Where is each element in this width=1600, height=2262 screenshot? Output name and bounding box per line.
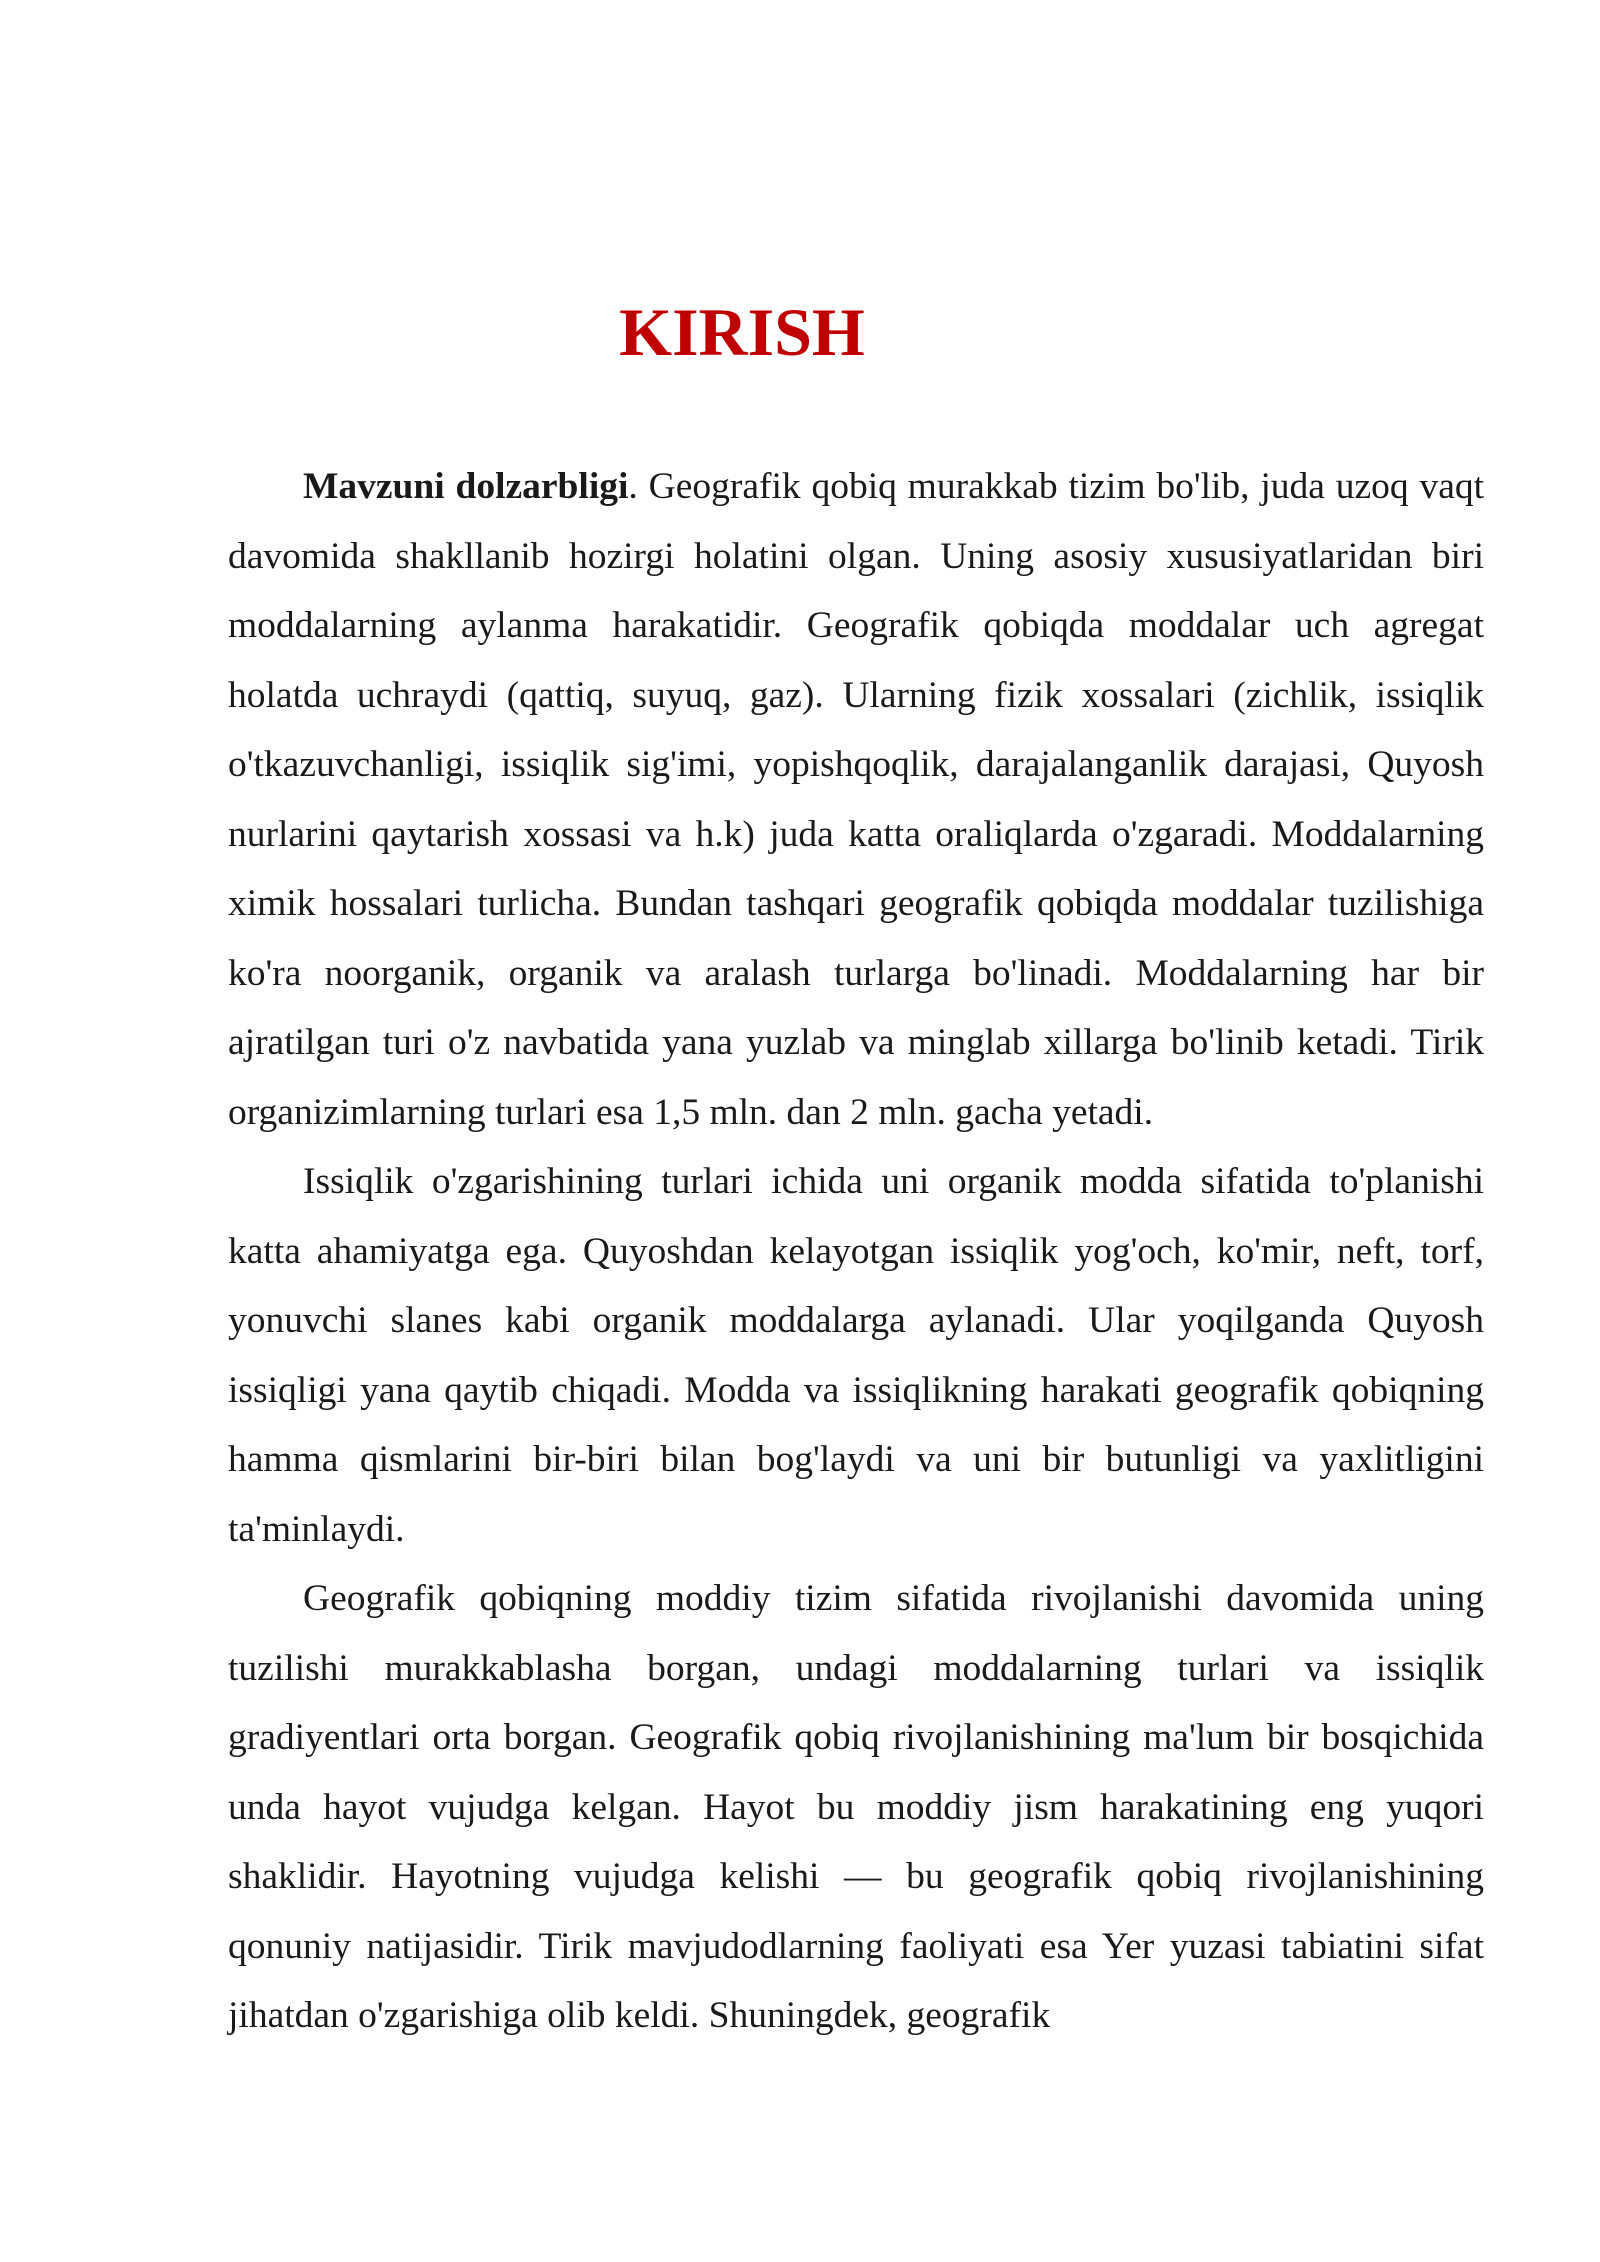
page-title: KIRISH: [619, 294, 865, 370]
paragraph-heat-transformation: Issiqlik o'zgarishining turlari ichida uni organik modda sifatida to'planishi katta ahamiyatga ega. Quyoshdan kelayotgan issiqlik yog'och, ko'mir, neft, torf, yonuvchi slanes kabi organik moddalarga aylanadi. Ular yoqilganda Quyosh issiqligi yana qaytib chiqadi. Modda va issiqlikning harakati geografik qobiqning hamma qismlarini bir-biri bilan bog'laydi va uni bir butunligi va yaxlitligini ta'minlaydi.: [228, 1161, 1484, 1550]
paragraph-text: . Geografik qobiq murakkab tizim bo'lib, juda uzoq vaqt davomida shakllanib hozirgi holatini olgan. Uning asosiy xususiyatlaridan biri moddalarning aylanma harakatidir. Geografik qobiqda moddalar uch agregat holatda uchraydi (qattiq, suyuq, gaz). Ularning fizik xossalari (zichlik, issiqlik o'tkazuvchanligi, issiqlik sig'imi, yopishqoqlik, darajalanganlik darajasi, Quyosh nurlarini qaytarish xossasi va h.k) juda katta oraliqlarda o'zgaradi. Moddalarning ximik hossalari turlicha. Bundan tashqari geografik qobiqda moddalar tuzilishiga ko'ra noorganik, organik va aralash turlarga bo'linadi. Moddalarning har bir ajratilgan turi o'z navbatida yana yuzlab va minglab xillarga bo'linib ketadi. Tirik organizimlarning turlari esa 1,5 mln. dan 2 mln. gacha yetadi.: [228, 466, 1485, 1133]
paragraph-relevance: [228, 452, 1484, 1147]
paragraph-development: Geografik qobiqning moddiy tizim sifatida rivojlanishi davomida uning tuzilishi murakkablasha borgan, undagi moddalarning turlari va issiqlik gradiyentlari orta borgan. Geografik qobiq rivojlanishining ma'lum bir bosqichida unda hayot vujudga kelgan. Hayot bu moddiy jism harakatining eng yuqori shaklidir. Hayotning vujudga kelishi — bu geografik qobiq rivojlanishining qonuniy natijasidir. Tirik mavjudodlarning faoliyati esa Yer yuzasi tabiatini sifat jihatdan o'zgarishiga olib keldi. Shuningdek, geografik: [228, 1578, 1484, 2036]
paragraph-lead-heading: Mavzuni dolzarbligi: [303, 466, 629, 507]
body-text: [228, 452, 1484, 2051]
